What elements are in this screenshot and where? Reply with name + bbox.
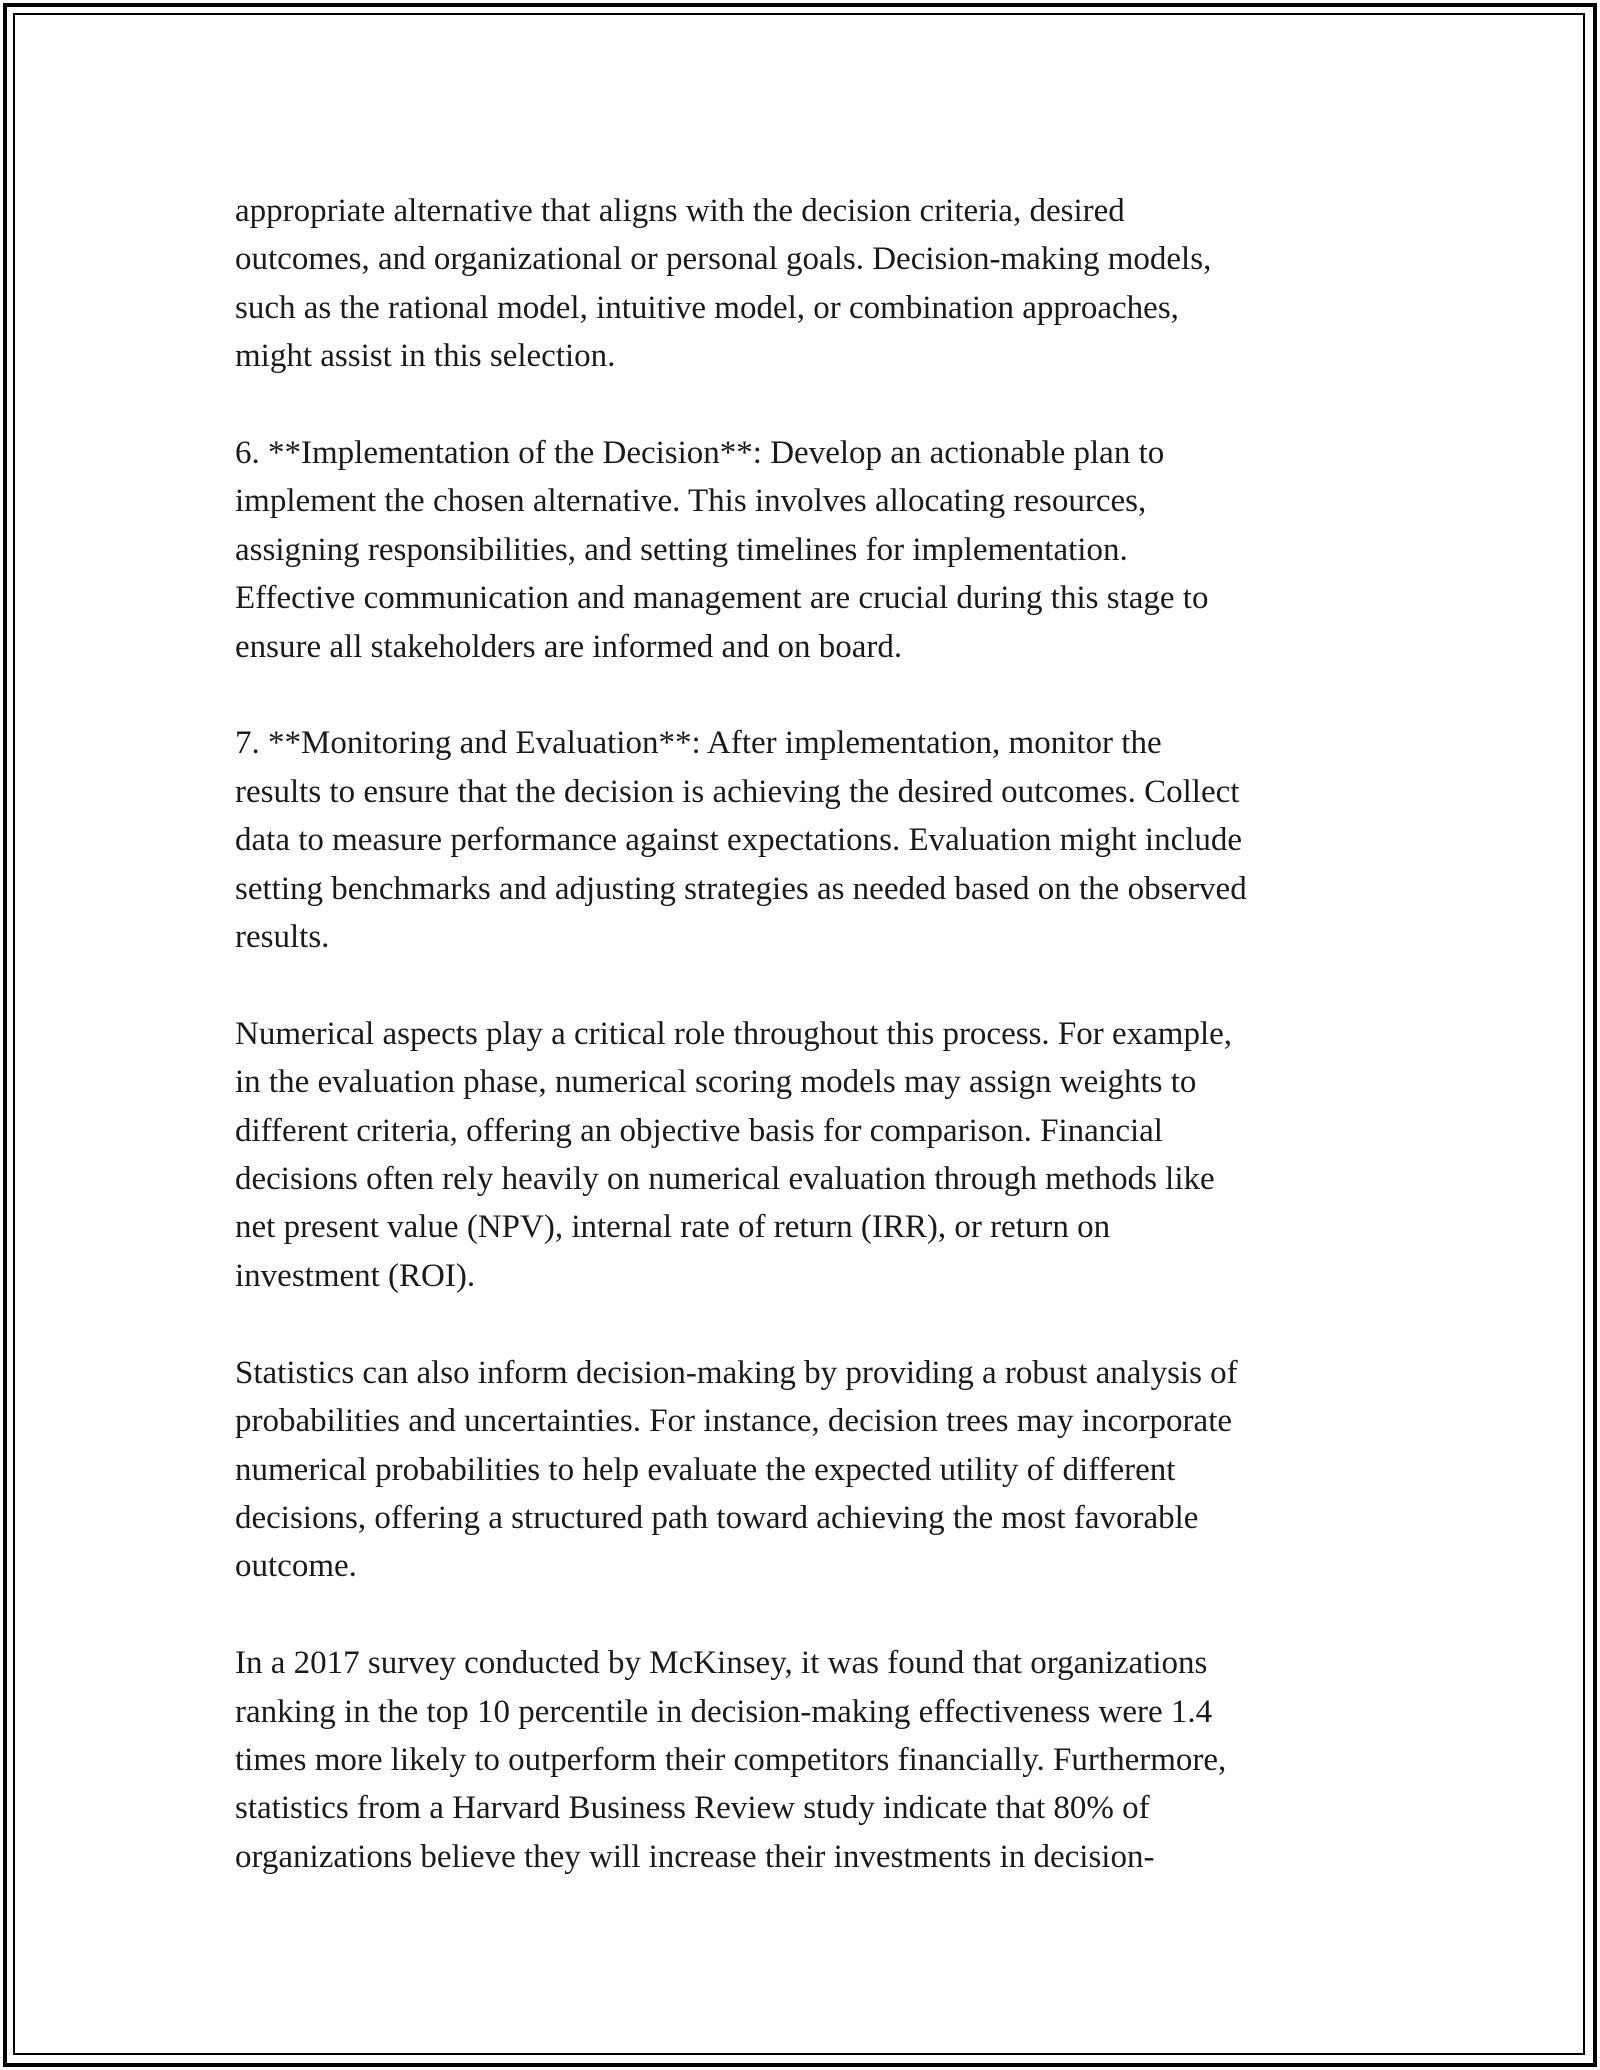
- text-line: decisions, offering a structured path toward achieving the most favorable: [235, 1499, 1199, 1536]
- text-line: statistics from a Harvard Business Review study indicate that 80% of: [235, 1790, 1150, 1827]
- text-line: in the evaluation phase, numerical scoring models may assign weights to: [235, 1064, 1197, 1101]
- document-body: [235, 187, 1370, 1930]
- paragraph-alternative-selection: [235, 187, 1370, 381]
- text-line: numerical probabilities to help evaluate the expected utility of different: [235, 1451, 1176, 1488]
- text-line: organizations believe they will increase their investments in decision-: [235, 1838, 1155, 1875]
- paragraph-numerical-aspects: [235, 1010, 1370, 1300]
- text-line: investment (ROI).: [235, 1257, 476, 1294]
- text-line: assigning responsibilities, and setting timelines for implementation.: [235, 531, 1128, 568]
- text-line: outcome.: [235, 1548, 357, 1585]
- paragraph-statistics: [235, 1349, 1370, 1591]
- text-line: results to ensure that the decision is achieving the desired outcomes. Collect: [235, 773, 1240, 810]
- text-line: 6. **Implementation of the Decision**: Develop an actionable plan to: [235, 435, 1165, 472]
- paragraph-implementation: [235, 429, 1370, 671]
- text-line: probabilities and uncertainties. For instance, decision trees may incorporate: [235, 1403, 1233, 1440]
- text-line: different criteria, offering an objective basis for comparison. Financial: [235, 1112, 1163, 1149]
- text-line: decisions often rely heavily on numerical evaluation through methods like: [235, 1161, 1215, 1198]
- text-line: implement the chosen alternative. This involves allocating resources,: [235, 483, 1147, 520]
- text-line: appropriate alternative that aligns with the decision criteria, desired: [235, 193, 1125, 229]
- text-line: might assist in this selection.: [235, 338, 616, 375]
- text-line: results.: [235, 919, 330, 956]
- paragraph-mckinsey-survey: [235, 1639, 1370, 1881]
- text-line: Effective communication and management are crucial during this stage to: [235, 580, 1209, 617]
- text-line: times more likely to outperform their competitors financially. Furthermore,: [235, 1741, 1227, 1778]
- text-line: net present value (NPV), internal rate of return (IRR), or return on: [235, 1209, 1111, 1246]
- text-line: 7. **Monitoring and Evaluation**: After implementation, monitor the: [235, 725, 1162, 762]
- text-line: ranking in the top 10 percentile in decision-making effectiveness were 1.4: [235, 1693, 1213, 1730]
- paragraph-monitoring: [235, 719, 1370, 961]
- text-line: Statistics can also inform decision-making by providing a robust analysis of: [235, 1354, 1238, 1391]
- text-line: outcomes, and organizational or personal goals. Decision-making models,: [235, 241, 1212, 278]
- text-line: In a 2017 survey conducted by McKinsey, it was found that organizations: [235, 1645, 1208, 1682]
- text-line: data to measure performance against expectations. Evaluation might include: [235, 822, 1243, 859]
- text-line: setting benchmarks and adjusting strategies as needed based on the observed: [235, 870, 1247, 907]
- text-line: Numerical aspects play a critical role throughout this process. For example,: [235, 1015, 1233, 1052]
- text-line: ensure all stakeholders are informed and on board.: [235, 628, 903, 665]
- text-line: such as the rational model, intuitive model, or combination approaches,: [235, 289, 1179, 326]
